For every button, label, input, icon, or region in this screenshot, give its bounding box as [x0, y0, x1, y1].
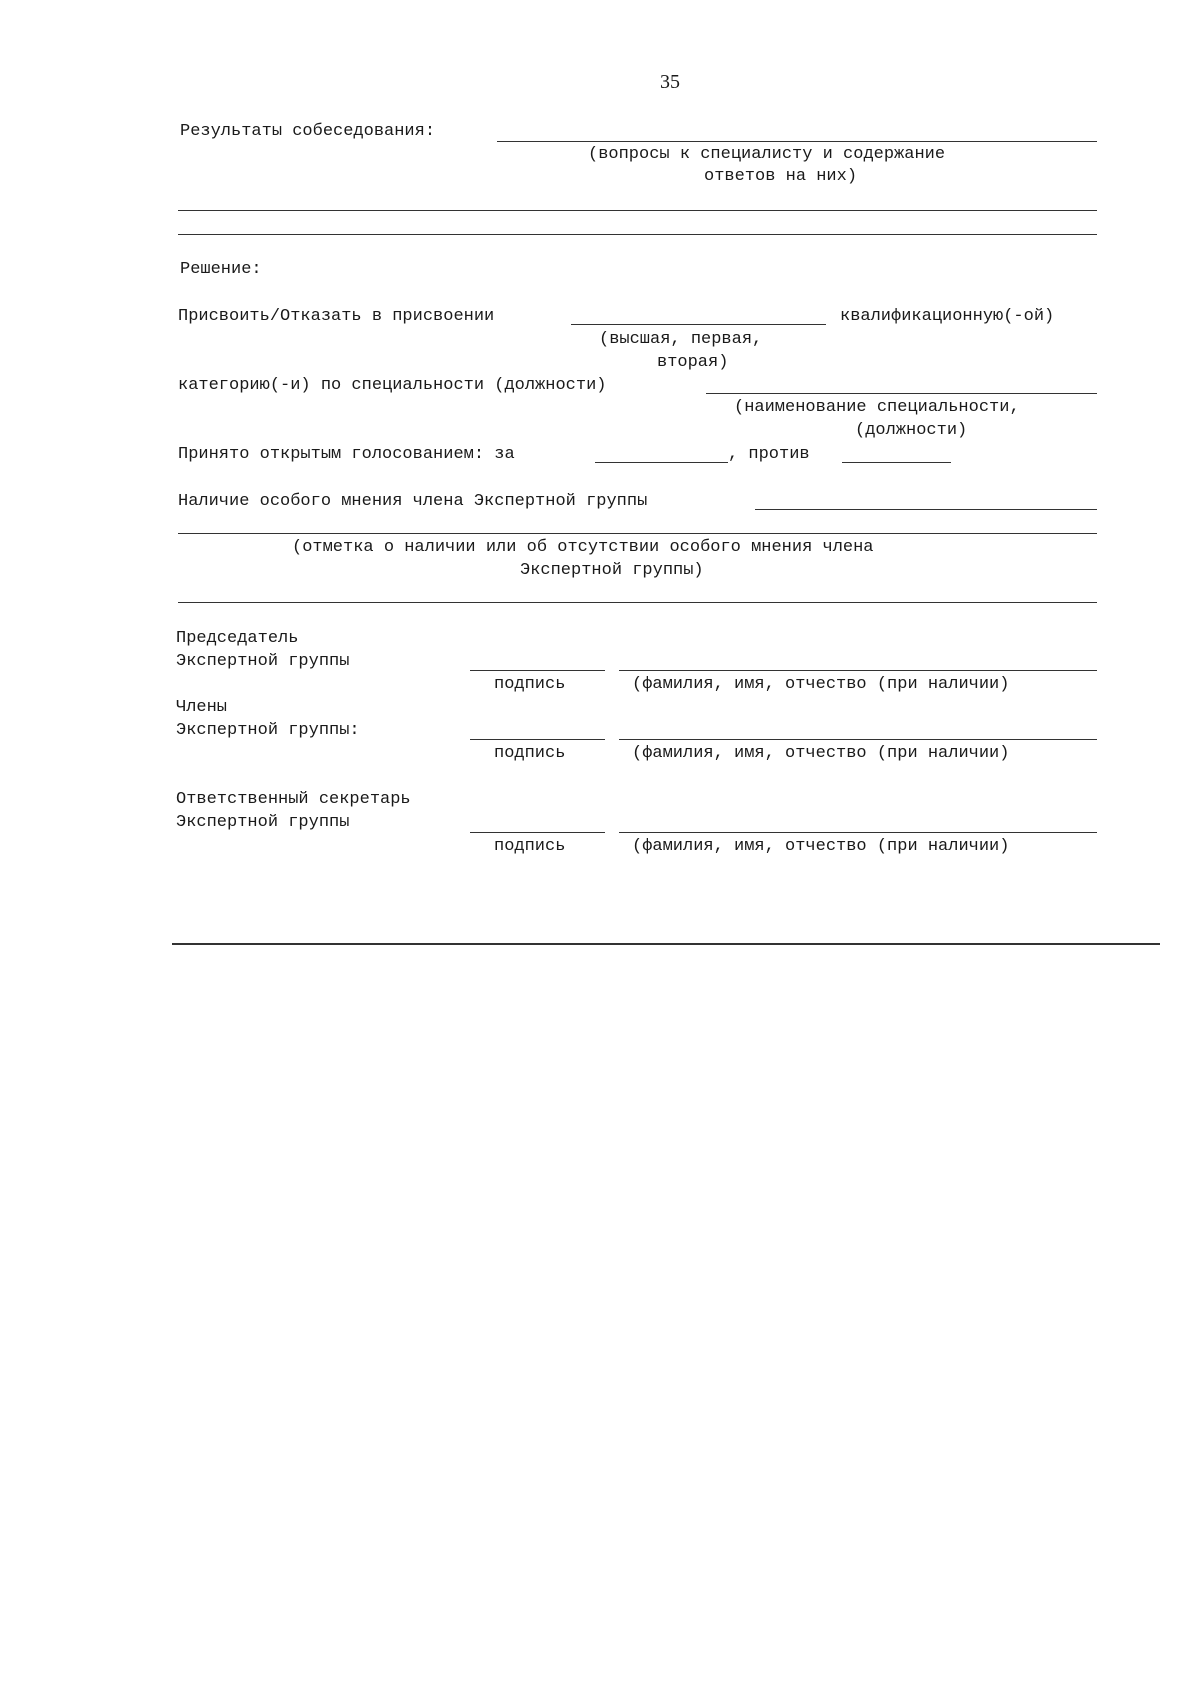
specialty-label: категорию(-и) по специальности (должности) [178, 376, 607, 395]
interview-input-line[interactable] [497, 141, 1097, 142]
page-number: 35 [660, 71, 680, 93]
interview-label: Результаты собеседования: [180, 122, 436, 141]
interview-hint-line1: (вопросы к специалисту и содержание [588, 145, 946, 164]
chairman-role-line2: Экспертной группы [176, 652, 350, 671]
interview-answer-line-2[interactable] [178, 234, 1097, 235]
dissent-hint-line2: Экспертной группы) [520, 561, 704, 580]
chairman-sign-hint: подпись [494, 675, 566, 694]
members-role-line2: Экспертной группы: [176, 721, 360, 740]
vote-against-input-line[interactable] [842, 462, 951, 463]
chairman-name-line[interactable] [619, 670, 1097, 671]
secretary-signature-line[interactable] [470, 832, 605, 833]
category-hint-line1: (высшая, первая, [599, 330, 763, 349]
members-name-line[interactable] [619, 739, 1097, 740]
against-label: , против [728, 445, 810, 464]
category-input-line[interactable] [571, 324, 826, 325]
chairman-name-hint: (фамилия, имя, отчество (при наличии) [632, 675, 1010, 694]
specialty-input-line[interactable] [706, 393, 1097, 394]
vote-for-input-line[interactable] [595, 462, 728, 463]
dissent-hint-line1: (отметка о наличии или об отсутствии особого мнения члена [292, 538, 874, 557]
interview-hint-line2: ответов на них) [704, 167, 858, 186]
secretary-sign-hint: подпись [494, 837, 566, 856]
dissent-label: Наличие особого мнения члена Экспертной группы [178, 492, 648, 511]
members-name-hint: (фамилия, имя, отчество (при наличии) [632, 744, 1010, 763]
category-suffix: квалификационную(-ой) [840, 307, 1055, 326]
specialty-hint-line1: (наименование специальности, [734, 398, 1020, 417]
chairman-role-line1: Председатель [176, 629, 299, 648]
category-hint-line2: вторая) [657, 353, 729, 372]
secretary-role-line1: Ответственный секретарь [176, 790, 411, 809]
dissent-input-line-3[interactable] [178, 602, 1097, 603]
dissent-input-line-2[interactable] [178, 533, 1097, 534]
decision-heading: Решение: [180, 260, 262, 279]
secretary-name-line[interactable] [619, 832, 1097, 833]
members-role-line1: Члены [176, 698, 228, 717]
members-sign-hint: подпись [494, 744, 566, 763]
vote-label: Принято открытым голосованием: за [178, 445, 515, 464]
interview-answer-line-1[interactable] [178, 210, 1097, 211]
specialty-hint-line2: (должности) [855, 421, 968, 440]
assign-label: Присвоить/Отказать в присвоении [178, 307, 495, 326]
chairman-signature-line[interactable] [470, 670, 605, 671]
secretary-name-hint: (фамилия, имя, отчество (при наличии) [632, 837, 1010, 856]
secretary-role-line2: Экспертной группы [176, 813, 350, 832]
page-bottom-separator [172, 943, 1160, 945]
dissent-input-line[interactable] [755, 509, 1097, 510]
members-signature-line[interactable] [470, 739, 605, 740]
